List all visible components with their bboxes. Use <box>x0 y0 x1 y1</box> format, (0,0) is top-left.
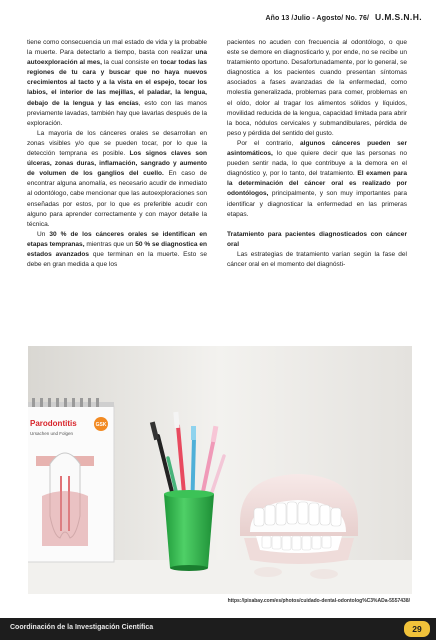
section-heading: Tratamiento para pacientes diagnosticados con cáncer oral <box>227 230 407 248</box>
card-title: Parodontitis <box>30 419 77 428</box>
footer-label: Coordinación de la Investigación Científica <box>10 624 154 631</box>
svg-text:GSK: GSK <box>95 422 107 428</box>
page-number: 29 <box>404 621 430 637</box>
bold-run: Los signos claves son úlceras, zonas duras, inflamación, sangrado y aumento de volumen de los ganglios del cuello. <box>27 150 207 178</box>
right-column <box>227 38 407 270</box>
text-run: pacientes no acuden con frecuencia al odontólogo, o que este se demore en diagnosticarlo y, por ende, no se recibe un tratamiento oportuno. Desafortunadamente, por lo general, se diagnostica a los pacientes cuando presentan síntomas asociados a fases avanzadas de la enfermedad, como molestia generalizada, problemas para comer, problemas en el oído, dolor al tragar los alimentos sólidos y líquidos, movilidad reducida de la lengua, capacidad limitada para abrir la boca, nódulos cervicales y submandibulares, pérdida de peso y pérdida del sentido del gusto. <box>227 39 407 137</box>
text-run: tiene como consecuencia un mal estado de vida y la probable la muerte. Para detectarlo a tiempo, basta con realizar <box>27 39 207 57</box>
green-cup <box>164 490 214 571</box>
bold-run: algunos cánceres pueden ser asintomáticos, <box>227 139 407 158</box>
page-footer <box>0 618 436 640</box>
text-run: mientras que un <box>84 240 136 248</box>
text-run: La mayoría de los cánceres orales se desarrollan en zonas visibles y/o que se pueden tocar, por lo que la detección temprana es posible. <box>27 129 207 158</box>
bold-run: 50 % se diagnostica en estados avanzados <box>27 240 207 258</box>
photo-illustration <box>28 346 412 594</box>
dental-photo <box>28 346 412 594</box>
text-run: Un <box>37 230 50 238</box>
text-run: la cual consiste en <box>101 59 161 67</box>
text-run: que terminan en la muerte. Esto se debe en gran medida a que los <box>27 250 207 269</box>
paragraph <box>227 38 407 139</box>
text-run: En caso de encontrar alguna anomalía, es necesario acudir de inmediato al odontólogo, cabe mencionar que las autoexploraciones son enseñadas por estos, por lo que es preferible acudir con alguno para aprender correctamente y con mayor detalle la técnica. <box>27 170 207 228</box>
card-subtitle: Ursachen und Folgen <box>30 431 74 436</box>
text-run: principalmente, y son muy importantes para identificar y diagnosticar la enfermedad en las primeras etapas. <box>227 190 407 218</box>
journal-header <box>265 12 422 22</box>
paragraph <box>27 230 207 270</box>
issue-info: Año 13 /Julio - Agosto/ No. 76/ <box>265 15 370 22</box>
left-column <box>27 38 207 270</box>
paragraph: Las estrategias de tratamiento varían según la fase del cáncer oral en el momento del diagnósti- <box>227 250 407 268</box>
institution-name: U.M.S.N.H. <box>375 12 422 22</box>
bold-run: una autoexploración al mes, <box>27 49 207 67</box>
text-run: , esto con las manos previamente lavadas, también hay que lavarlas después de la exploración. <box>27 99 207 127</box>
dental-card <box>28 398 114 562</box>
paragraph <box>227 139 407 220</box>
text-run: Por el contrario, <box>237 139 300 147</box>
bold-run: 30 % de los cánceres orales se identifican en etapas tempranas, <box>27 230 207 248</box>
paragraph <box>27 129 207 230</box>
bold-run: El examen para la determinación del cáncer oral es realizado por odontólogos, <box>227 170 407 198</box>
paragraph <box>27 38 207 129</box>
bold-run: tocar todas las regiones de tu cara y buscar que no haya nuevos crecimientos al tacto y a la vista en el espejo, tocar los labios, el interior de las mejillas, el paladar, la lengua, debajo de la lengua y las encías <box>27 59 207 107</box>
text-run: lo que quiere decir que las personas no pueden sentir nada, lo que contribuye a la demora en el diagnóstico y, por lo tanto, del tratamiento. <box>227 150 407 178</box>
photo-credit: https://pixabay.com/es/photos/cuidado-dental-odontolog%C3%ADa-5557438/ <box>227 598 410 604</box>
